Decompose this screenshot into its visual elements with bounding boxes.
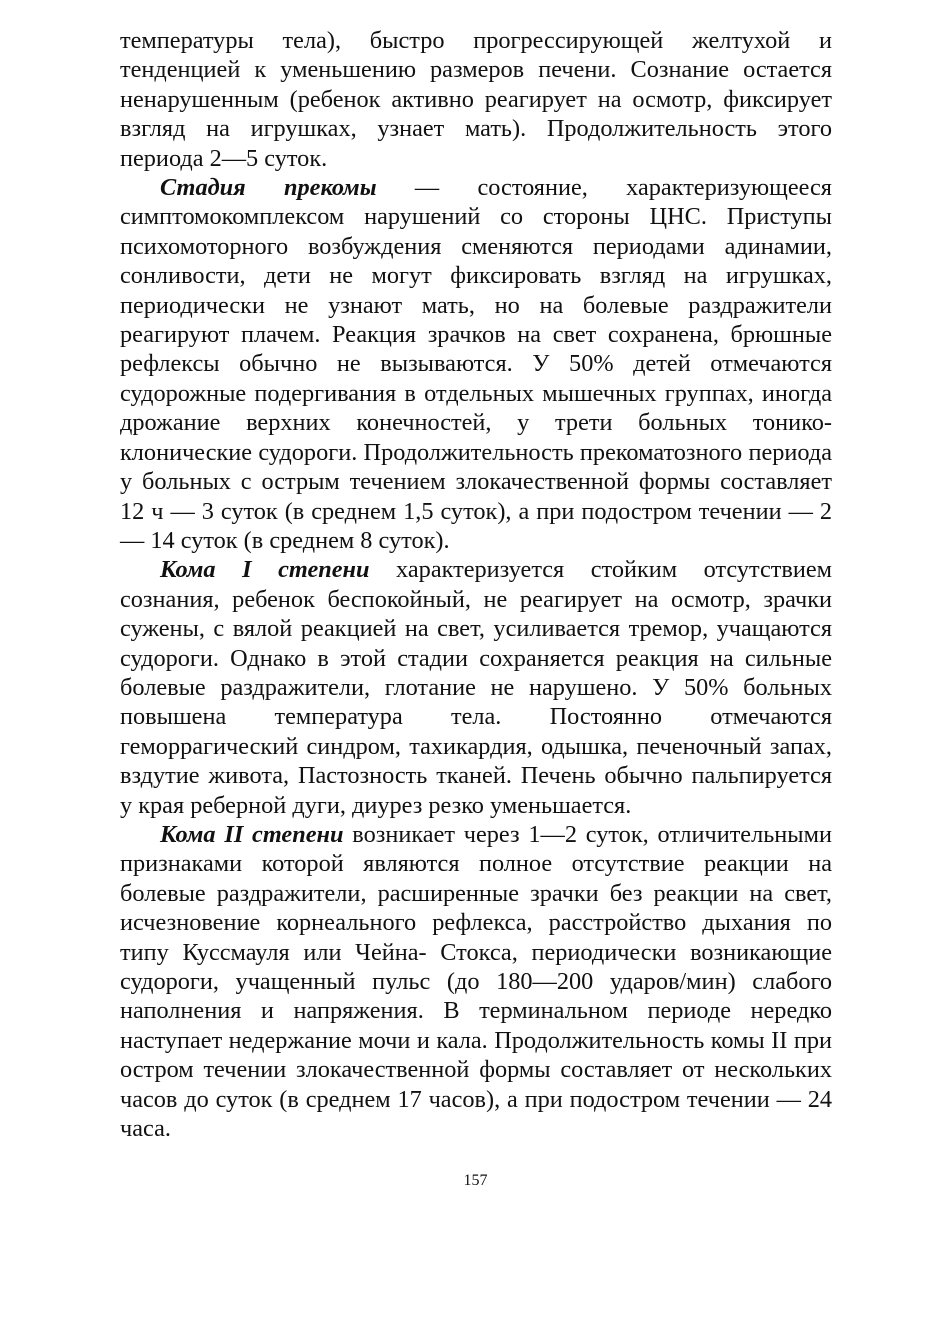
- paragraph-coma-1: [120, 555, 832, 820]
- paragraph-text: возникает через 1—2 суток, отличительными признаками которой являются полное отсутствие реакции на болевые раздражители, расширенные зрачки без реакции на свет, исчезновение корнеального рефлекса, расстройство дыхания по типу Куссмауля или Чейна- Стокса, периодически возникающие судороги, учащенный пульс (до 180—200 ударов/мин) слабого наполнения и напряжения. В терминальном периоде нередко наступает недержание мочи и кала. Продолжительность комы II при остром течении злокачественной формы составляет от нескольких часов до суток (в среднем 17 часов), а при подостром течении — 24 часа.: [120, 820, 833, 1143]
- term-coma-1: Кома I степени: [160, 556, 370, 584]
- paragraph-text: температуры тела), быстро прогрессирующей желтухой и тенденцией к уменьшению размеров печени. Сознание остается ненарушенным (ребенок активно реагирует на осмотр, фиксирует взгляд на игрушках, узнает мать). Продолжительность этого периода 2—5 суток.: [120, 27, 832, 172]
- paragraph-continuation: [120, 26, 832, 173]
- term-coma-2: Кома II степени: [160, 820, 344, 848]
- paragraph-coma-2: [120, 820, 832, 1143]
- paragraph-text: характеризуется стойким отсутствием сознания, ребенок беспокойный, не реагирует на осмотр, зрачки сужены, с вялой реакцией на свет, усиливается тремор, учащаются судороги. Однако в этой стадии сохраняется реакция на сильные болевые раздражители, глотание не нарушено. У 50% больных повышена температура тела. Постоянно отмечаются геморрагический синдром, тахикардия, одышка, печеночный запах, вздутие живота, Пастозность тканей. Печень обычно пальпируется у края реберной дуги, диурез резко уменьшается.: [120, 556, 832, 819]
- term-precoma-stage: Стадия прекомы: [160, 174, 377, 202]
- paragraph-precoma-stage: [120, 173, 832, 555]
- paragraph-text: — состояние, характеризующееся симптомокомплексом нарушений со стороны ЦНС. Приступы психомоторного возбуждения сменяются периодами адинамии, сонливости, дети не могут фиксировать взгляд на игрушках, периодически не узнают мать, но на болевые раздражители реагируют плачем. Реакция зрачков на свет сохранена, брюшные рефлексы обычно не вызываются. У 50% детей отмечаются судорожные подергивания в отдельных мышечных группах, иногда дрожание верхних конечностей, у трети больных тонико-клонические судороги. Продолжительность прекоматозного периода у больных с острым течением злокачественной формы составляет 12 ч — 3 суток (в среднем 1,5 суток), а при подостром течении — 2— 14 суток (в среднем 8 суток).: [120, 174, 832, 554]
- page-body: [120, 26, 832, 1143]
- page-number: 157: [463, 1172, 488, 1189]
